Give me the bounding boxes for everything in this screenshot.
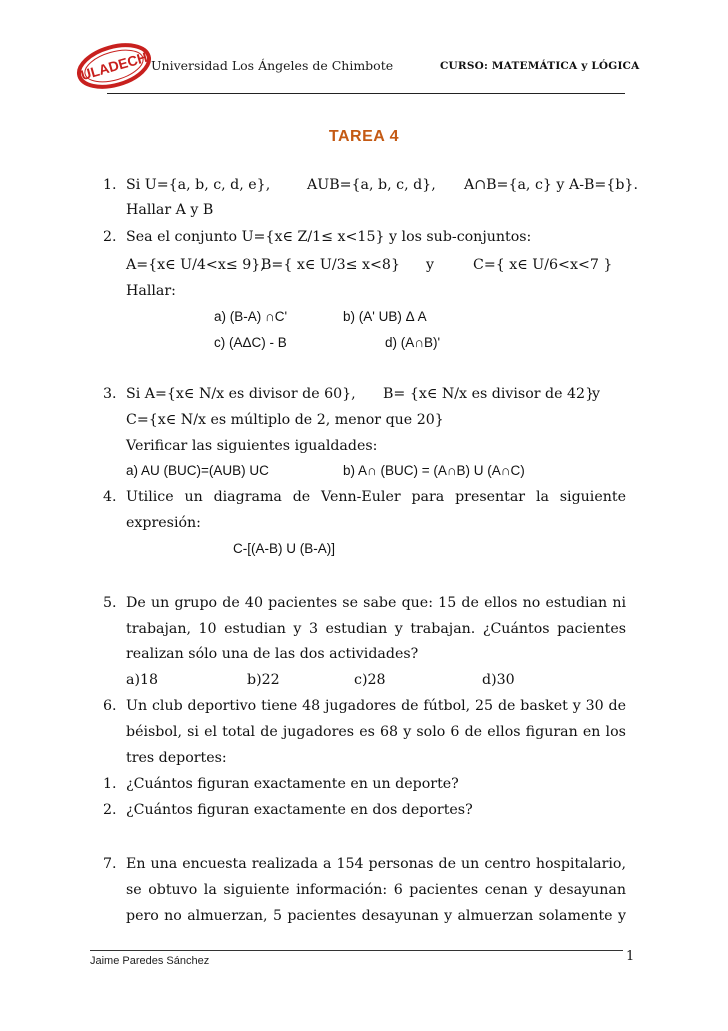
p2-statement: Sea el conjunto U={x∈ Z/1≤ x<15} y los sub-conjuntos:: [126, 229, 532, 245]
sub-item-number: 1.: [103, 776, 117, 792]
p4-expression: C-[(A-B) U (B-A)]: [233, 541, 335, 556]
p3-instruction: Verificar las siguientes igualdades:: [126, 438, 378, 454]
page-title: TAREA 4: [328, 128, 400, 145]
item-number: 3.: [103, 386, 117, 402]
p2-hallar: Hallar:: [126, 283, 176, 299]
p2-set-c: C={ x∈ U/6<x<7 }: [473, 257, 613, 273]
p2-set-a: A={x∈ U/4<x≤ 9},: [126, 257, 265, 273]
item-number: 5.: [103, 595, 117, 611]
p7-line2: se obtuvo la siguiente información: 6 pacientes cenan y desayunan: [126, 882, 626, 898]
p7-line3: pero no almuerzan, 5 pacientes desayunan y almuerzan solamente y: [126, 908, 626, 924]
header-divider: [107, 93, 625, 94]
p5-option-c: c)28: [354, 672, 386, 688]
p3-set-a: Si A={x∈ N/x es divisor de 60},: [126, 386, 356, 402]
p2-op-c: c) (AΔC) - B: [214, 335, 287, 350]
item-number: 6.: [103, 698, 117, 714]
p3-eq-b: b) A∩ (BUC) = (A∩B) U (A∩C): [343, 463, 525, 478]
p1-union: AUB={a, b, c, d},: [307, 177, 436, 193]
p1-intersection: A∩B={a, c} y A-B={b}.: [464, 177, 638, 193]
item-number: 1.: [103, 177, 117, 193]
item-number: 2.: [103, 229, 117, 245]
p3-set-c: C={x∈ N/x es múltiplo de 2, menor que 20}: [126, 412, 444, 428]
p3-eq-a: a) AU (BUC)=(AUB) UC: [126, 463, 269, 478]
p5-line3: realizan sólo una de las dos actividades?: [126, 646, 419, 662]
item-number: 7.: [103, 856, 117, 872]
p5-option-b: b)22: [247, 672, 280, 688]
p6-question-1: ¿Cuántos figuran exactamente en un deporte?: [126, 776, 459, 792]
footer-divider: [90, 950, 623, 951]
logo-text: ULADECH: [78, 48, 150, 84]
p3-set-b: B= {x∈ N/x es divisor de 42}: [383, 386, 595, 402]
p5-line2: trabajan, 10 estudian y 3 estudian y trabajan. ¿Cuántos pacientes: [126, 621, 627, 637]
p5-option-d: d)30: [482, 672, 515, 688]
p1-question: Hallar A y B: [126, 202, 214, 218]
p5-line1: De un grupo de 40 pacientes se sabe que: 15 de ellos no estudian ni: [126, 595, 627, 611]
p4-line1: Utilice un diagrama de Venn-Euler para presentar la siguiente: [126, 489, 626, 505]
p6-question-2: ¿Cuántos figuran exactamente en dos deportes?: [126, 802, 473, 818]
p2-op-a: a) (B-A) ∩C': [214, 309, 288, 324]
university-name: Universidad Los Ángeles de Chimbote: [151, 58, 394, 73]
p6-line2: béisbol, si el total de jugadores es 68 y solo 6 de ellos figuran en los: [126, 724, 626, 740]
course-name: CURSO: MATEMÁTICA y LÓGICA: [440, 60, 640, 72]
p2-set-b: B={ x∈ U/3≤ x<8}: [261, 257, 400, 273]
p2-conj: y: [426, 257, 435, 273]
p1-universe: Si U={a, b, c, d, e},: [126, 177, 271, 193]
p2-op-d: d) (A∩B)': [385, 335, 441, 350]
page-number: 1: [626, 949, 635, 964]
p6-line3: tres deportes:: [126, 750, 227, 766]
p3-conj: y: [592, 386, 601, 402]
p6-line1: Un club deportivo tiene 48 jugadores de fútbol, 25 de basket y 30 de: [126, 698, 626, 714]
p2-op-b: b) (A' UB) Δ A: [343, 309, 427, 324]
p7-line1: En una encuesta realizada a 154 personas de un centro hospitalario,: [126, 856, 626, 872]
p5-option-a: a)18: [126, 672, 159, 688]
p4-line2: expresión:: [126, 515, 201, 531]
footer-author: Jaime Paredes Sánchez: [90, 955, 210, 967]
sub-item-number: 2.: [103, 802, 117, 818]
item-number: 4.: [103, 489, 117, 505]
